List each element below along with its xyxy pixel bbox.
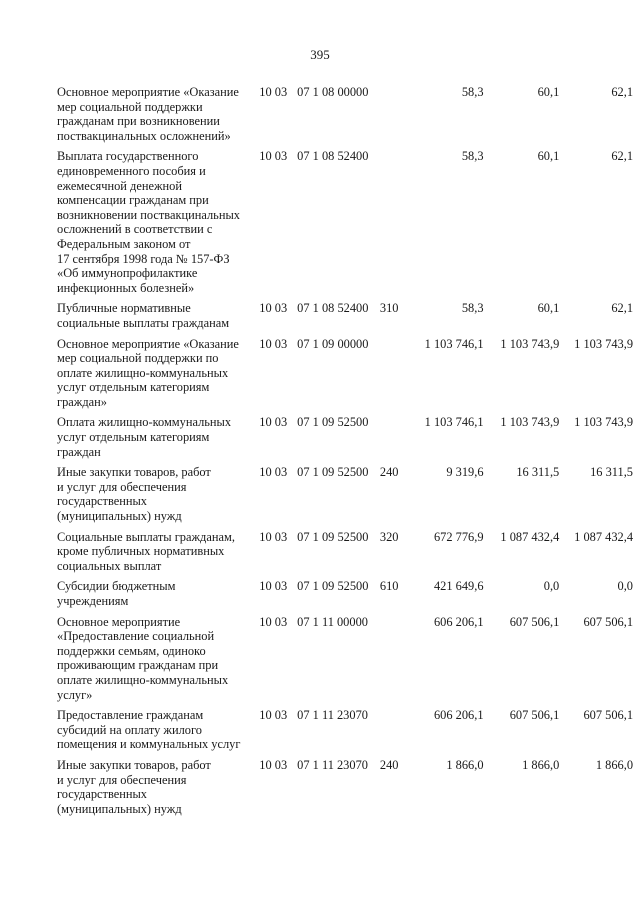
target-article-code: 07 1 08 00000 (297, 85, 369, 99)
section-code: 10 03 (259, 149, 288, 164)
section-code: 10 03 (259, 415, 288, 430)
section-code: 10 03 (259, 336, 288, 351)
amount-year-3: 1 103 743,9 (574, 415, 634, 430)
item-name: Иные закупки товаров, работ и услуг для обеспечения государственных (муниципальных) нужд (57, 465, 211, 524)
amount-year-1: 58,3 (461, 149, 484, 164)
table-row (57, 337, 633, 410)
amount-year-2: 60,1 (537, 301, 560, 316)
table-row (57, 301, 633, 330)
amount-year-1: 9 319,6 (446, 465, 484, 480)
table-row (57, 708, 633, 752)
section-code: 10 03 (259, 614, 288, 629)
budget-table (57, 85, 633, 822)
table-row (57, 615, 633, 703)
amount-year-1: 1 103 746,1 (424, 415, 484, 430)
amount-year-1: 58,3 (461, 85, 484, 99)
table-row (57, 758, 633, 816)
amount-year-1: 58,3 (461, 301, 484, 316)
amount-year-3: 607 506,1 (583, 614, 634, 629)
amount-year-2: 0,0 (543, 579, 560, 594)
target-article-code: 07 1 11 23070 (297, 757, 368, 772)
amount-year-3: 1 087 432,4 (574, 529, 634, 544)
target-article-code: 07 1 09 52500 (297, 529, 369, 544)
amount-year-3: 62,1 (611, 85, 634, 99)
table-row (57, 149, 633, 295)
amount-year-3: 607 506,1 (583, 708, 634, 723)
target-article-code: 07 1 09 00000 (297, 336, 369, 351)
expense-type-code: 310 (379, 301, 399, 316)
table-row (57, 530, 633, 574)
item-name: Иные закупки товаров, работ и услуг для обеспечения государственных (муниципальных) нужд (57, 757, 211, 816)
section-code: 10 03 (259, 529, 288, 544)
table-row (57, 579, 633, 608)
amount-year-1: 672 776,9 (433, 529, 484, 544)
expense-type-code: 320 (379, 529, 399, 544)
amount-year-3: 1 103 743,9 (574, 336, 634, 351)
item-name: Основное мероприятие «Оказание мер социальной поддержки гражданам при возникновении поствакцинальных осложнений» (57, 85, 239, 143)
amount-year-1: 606 206,1 (433, 614, 484, 629)
page-number: 395 (310, 47, 330, 62)
target-article-code: 07 1 09 52500 (297, 465, 369, 480)
item-name: Социальные выплаты гражданам, кроме публичных нормативных социальных выплат (57, 529, 235, 573)
amount-year-1: 1 103 746,1 (424, 336, 484, 351)
amount-year-2: 1 103 743,9 (500, 415, 560, 430)
amount-year-1: 606 206,1 (433, 708, 484, 723)
item-name: Выплата государственного единовременного пособия и ежемесячной денежной компенсации гражданам при возникновении поствакцинальных осложнений в соответствии с Федеральным законом от 17 сентября 1998 года № 157-ФЗ «Об иммунопрофилактике инфекционных болезней» (57, 149, 240, 295)
amount-year-2: 1 087 432,4 (500, 529, 560, 544)
amount-year-2: 607 506,1 (509, 708, 560, 723)
expense-type-code: 240 (379, 465, 399, 480)
amount-year-2: 16 311,5 (516, 465, 560, 480)
amount-year-3: 1 866,0 (595, 757, 634, 772)
amount-year-1: 1 866,0 (446, 757, 484, 772)
item-name: Субсидии бюджетным учреждениям (57, 579, 176, 608)
target-article-code: 07 1 09 52500 (297, 579, 369, 594)
amount-year-2: 1 103 743,9 (500, 336, 560, 351)
section-code: 10 03 (259, 579, 288, 594)
section-code: 10 03 (259, 757, 288, 772)
amount-year-2: 607 506,1 (509, 614, 560, 629)
amount-year-3: 0,0 (617, 579, 634, 594)
target-article-code: 07 1 11 00000 (297, 614, 368, 629)
amount-year-2: 1 866,0 (522, 757, 560, 772)
amount-year-1: 421 649,6 (433, 579, 484, 594)
target-article-code: 07 1 08 52400 (297, 301, 369, 316)
item-name: Основное мероприятие «Предоставление социальной поддержки семьям, одиноко проживающим гражданам при оплате жилищно-коммунальных услуг» (57, 614, 229, 702)
item-name: Оплата жилищно-коммунальных услуг отдельным категориям граждан (57, 415, 232, 459)
amount-year-2: 60,1 (537, 149, 560, 164)
item-name: Предоставление гражданам субсидий на оплату жилого помещения и коммунальных услуг (57, 708, 241, 752)
amount-year-3: 62,1 (611, 301, 634, 316)
target-article-code: 07 1 09 52500 (297, 415, 369, 430)
item-name: Публичные нормативные социальные выплаты гражданам (57, 301, 230, 330)
table-row (57, 465, 633, 523)
amount-year-3: 16 311,5 (590, 465, 634, 480)
amount-year-2: 60,1 (537, 85, 560, 99)
amount-year-3: 62,1 (611, 149, 634, 164)
table-row (57, 85, 633, 143)
section-code: 10 03 (259, 85, 288, 99)
expense-type-code: 610 (379, 579, 399, 594)
expense-type-code: 240 (379, 757, 399, 772)
item-name: Основное мероприятие «Оказание мер социальной поддержки по оплате жилищно-коммунальных услуг отдельным категориям граждан» (57, 336, 239, 409)
target-article-code: 07 1 11 23070 (297, 708, 368, 723)
target-article-code: 07 1 08 52400 (297, 149, 369, 164)
section-code: 10 03 (259, 465, 288, 480)
section-code: 10 03 (259, 301, 288, 316)
section-code: 10 03 (259, 708, 288, 723)
table-row (57, 415, 633, 459)
